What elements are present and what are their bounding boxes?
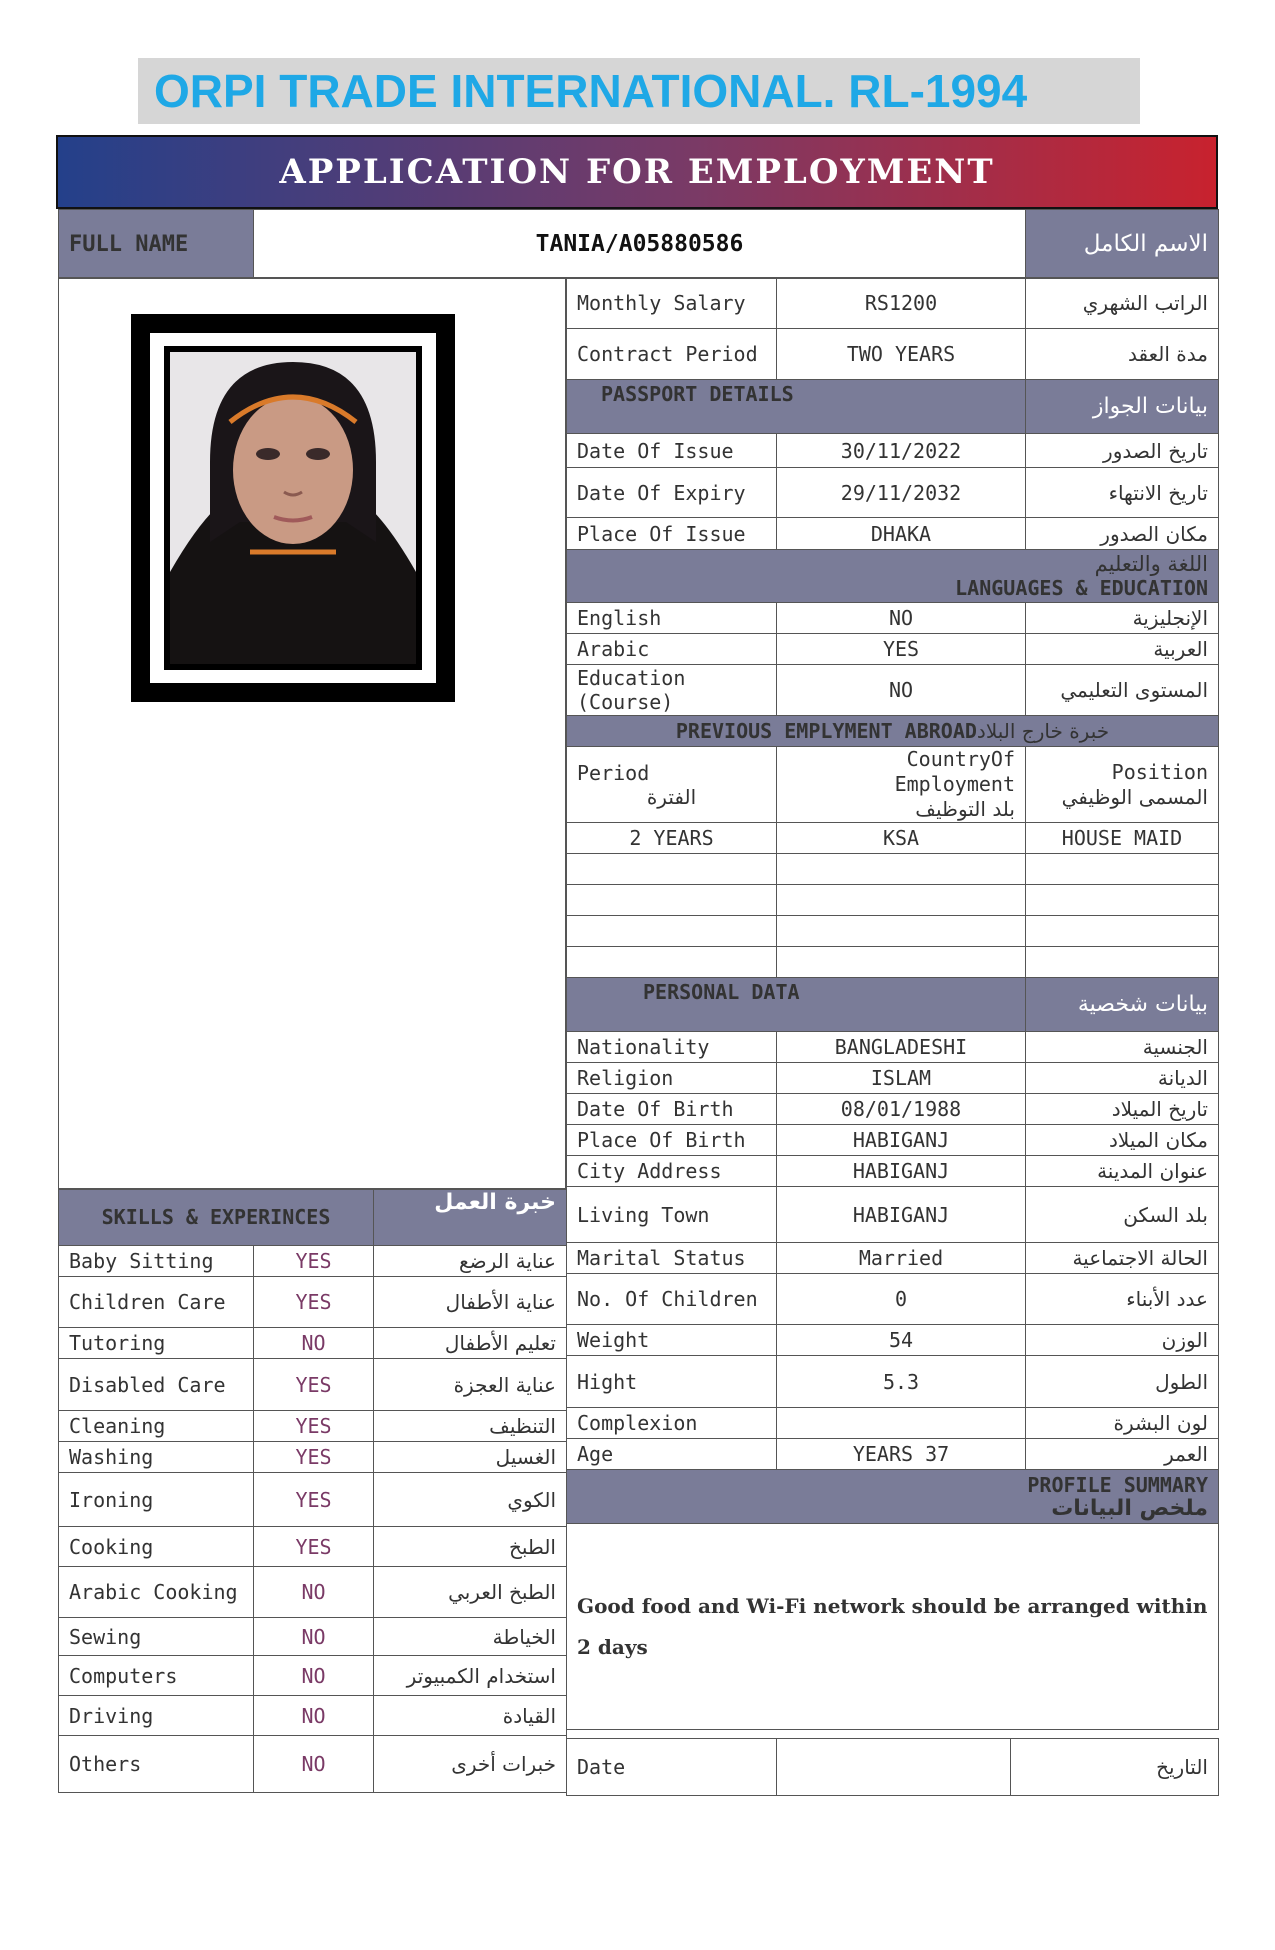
period-column-header [567, 747, 777, 823]
employment-row-empty [567, 947, 1219, 978]
date-of-expiry-label: Date Of Expiry [567, 468, 777, 518]
place-of-birth-label: Place Of Birth [567, 1125, 777, 1156]
date-of-birth-label-ar: تاريخ الميلاد [1026, 1094, 1219, 1125]
place-of-issue-label: Place Of Issue [567, 518, 777, 550]
skill-value: YES [254, 1359, 374, 1411]
marital-status-label-ar: الحالة الاجتماعية [1026, 1243, 1219, 1274]
skills-header-ar: خبرة العمل [374, 1190, 567, 1246]
form-title: APPLICATION FOR EMPLOYMENT [56, 135, 1218, 209]
date-of-issue-value: 30/11/2022 [777, 434, 1026, 468]
living-town-value: HABIGANJ [777, 1187, 1026, 1243]
no-of-children-label-ar: عدد الأبناء [1026, 1274, 1219, 1325]
profile-summary-text: Good food and Wi-Fi network should be arranged within 2 days [567, 1524, 1219, 1730]
previous-employment-header-ar: خبرة خارج البلاد [976, 719, 1110, 743]
country-label-ar: بلد التوظيف [915, 797, 1015, 821]
weight-value: 54 [777, 1325, 1026, 1356]
personal-data-header-ar: بيانات شخصية [1026, 978, 1219, 1032]
age-label: Age [567, 1439, 777, 1470]
complexion-value [777, 1408, 1026, 1439]
profile-summary-header-ar: ملخص البيانات [1051, 1495, 1208, 1521]
skill-row [59, 1527, 567, 1567]
skill-label-ar: تعليم الأطفال [374, 1328, 567, 1359]
employment-row-empty [567, 885, 1219, 916]
marital-status-value: Married [777, 1243, 1026, 1274]
skill-value: YES [254, 1442, 374, 1473]
employment-row-empty [567, 854, 1219, 885]
skills-header: SKILLS & EXPERINCES [59, 1190, 374, 1246]
employment-position: HOUSE MAID [1026, 823, 1219, 854]
city-address-label-ar: عنوان المدينة [1026, 1156, 1219, 1187]
date-of-birth-label: Date Of Birth [567, 1094, 777, 1125]
skill-label: Washing [59, 1442, 254, 1473]
marital-status-label: Marital Status [567, 1243, 777, 1274]
applicant-photo [170, 352, 416, 664]
date-value [777, 1739, 1011, 1796]
skill-label: Disabled Care [59, 1359, 254, 1411]
skill-label: Driving [59, 1696, 254, 1736]
skill-label-ar: الغسيل [374, 1442, 567, 1473]
city-address-value: HABIGANJ [777, 1156, 1026, 1187]
skill-label-ar: الكوي [374, 1473, 567, 1527]
skill-value: YES [254, 1527, 374, 1567]
height-value: 5.3 [777, 1356, 1026, 1408]
contract-period-label: Contract Period [567, 329, 777, 380]
arabic-value: YES [777, 634, 1026, 665]
skill-value: NO [254, 1618, 374, 1656]
country-column-header [777, 747, 1026, 823]
date-of-birth-value: 08/01/1988 [777, 1094, 1026, 1125]
date-of-issue-label-ar: تاريخ الصدور [1026, 434, 1219, 468]
skill-value: YES [254, 1411, 374, 1442]
employment-row-empty [567, 916, 1219, 947]
date-of-issue-label: Date Of Issue [567, 434, 777, 468]
education-label-ar: المستوى التعليمي [1026, 665, 1219, 716]
skill-label-ar: الطبخ [374, 1527, 567, 1567]
height-label-ar: الطول [1026, 1356, 1219, 1408]
age-value: YEARS 37 [777, 1439, 1026, 1470]
skill-value: NO [254, 1656, 374, 1696]
contract-period-label-ar: مدة العقد [1026, 329, 1219, 380]
skill-label: Cooking [59, 1527, 254, 1567]
skill-value: NO [254, 1736, 374, 1793]
place-of-birth-label-ar: مكان الميلاد [1026, 1125, 1219, 1156]
nationality-label: Nationality [567, 1032, 777, 1063]
place-of-issue-label-ar: مكان الصدور [1026, 518, 1219, 550]
monthly-salary-label: Monthly Salary [567, 278, 777, 329]
languages-header-ar: اللغة والتعليم [1094, 552, 1208, 576]
skill-row [59, 1359, 567, 1411]
skill-label: Baby Sitting [59, 1246, 254, 1277]
no-of-children-label: No. Of Children [567, 1274, 777, 1325]
skill-label-ar: عناية الأطفال [374, 1277, 567, 1328]
passport-header: PASSPORT DETAILS [567, 380, 1026, 434]
skill-label-ar: عناية العجزة [374, 1359, 567, 1411]
skill-value: YES [254, 1246, 374, 1277]
passport-header-ar: بيانات الجواز [1026, 380, 1219, 434]
skill-label: Sewing [59, 1618, 254, 1656]
profile-summary-header-en: PROFILE SUMMARY [1027, 1472, 1208, 1497]
skill-row [59, 1442, 567, 1473]
no-of-children-value: 0 [777, 1274, 1026, 1325]
weight-label-ar: الوزن [1026, 1325, 1219, 1356]
position-label-ar: المسمى الوظيفي [1061, 784, 1208, 809]
date-of-expiry-value: 29/11/2032 [777, 468, 1026, 518]
agency-title: ORPI TRADE INTERNATIONAL. RL-1994 [138, 58, 1140, 124]
complexion-label: Complexion [567, 1408, 777, 1439]
skill-value: YES [254, 1277, 374, 1328]
complexion-label-ar: لون البشرة [1026, 1408, 1219, 1439]
employment-period: 2 YEARS [567, 823, 777, 854]
employment-row [567, 823, 1219, 854]
english-label: English [567, 603, 777, 634]
skill-label: Arabic Cooking [59, 1567, 254, 1618]
full-name-label-ar: الاسم الكامل [1026, 210, 1219, 279]
skill-label: Cleaning [59, 1411, 254, 1442]
skill-label: Ironing [59, 1473, 254, 1527]
place-of-issue-value: DHAKA [777, 518, 1026, 550]
full-name-label: FULL NAME [59, 210, 254, 279]
living-town-label-ar: بلد السكن [1026, 1187, 1219, 1243]
weight-label: Weight [567, 1325, 777, 1356]
arabic-label-ar: العربية [1026, 634, 1219, 665]
religion-label-ar: الديانة [1026, 1063, 1219, 1094]
personal-data-header: PERSONAL DATA [567, 978, 1026, 1032]
living-town-label: Living Town [567, 1187, 777, 1243]
height-label: Hight [567, 1356, 777, 1408]
previous-employment-header-en: PREVIOUS EMPLYMENT ABROAD [675, 719, 977, 743]
skill-row [59, 1411, 567, 1442]
date-row [566, 1738, 1219, 1796]
religion-value: ISLAM [777, 1063, 1026, 1094]
skills-table [58, 1189, 567, 1793]
city-address-label: City Address [567, 1156, 777, 1187]
monthly-salary-value: RS1200 [777, 278, 1026, 329]
skill-value: YES [254, 1473, 374, 1527]
skill-row [59, 1246, 567, 1277]
english-label-ar: الإنجليزية [1026, 603, 1219, 634]
skill-row [59, 1618, 567, 1656]
skill-row [59, 1736, 567, 1793]
skill-value: NO [254, 1328, 374, 1359]
skill-label-ar: عناية الرضع [374, 1246, 567, 1277]
skill-row [59, 1473, 567, 1527]
nationality-value: BANGLADESHI [777, 1032, 1026, 1063]
education-value: NO [777, 665, 1026, 716]
period-label: Period [577, 760, 650, 785]
skill-label-ar: الطبخ العربي [374, 1567, 567, 1618]
skill-label-ar: القيادة [374, 1696, 567, 1736]
skill-value: NO [254, 1696, 374, 1736]
date-of-expiry-label-ar: تاريخ الانتهاء [1026, 468, 1219, 518]
skill-value: NO [254, 1567, 374, 1618]
skill-label-ar: التنظيف [374, 1411, 567, 1442]
contract-period-value: TWO YEARS [777, 329, 1026, 380]
languages-header [567, 550, 1219, 603]
skill-label-ar: الخياطة [374, 1618, 567, 1656]
skill-row [59, 1656, 567, 1696]
full-name-row [58, 209, 1219, 279]
age-label-ar: العمر [1026, 1439, 1219, 1470]
languages-header-en: LANGUAGES & EDUCATION [955, 576, 1208, 600]
date-label: Date [567, 1739, 777, 1796]
skill-row [59, 1567, 567, 1618]
skill-row [59, 1277, 567, 1328]
position-label: Position [1111, 759, 1208, 784]
education-label: Education (Course) [567, 665, 777, 716]
profile-summary-header [567, 1470, 1219, 1524]
info-table [566, 277, 1219, 1730]
period-label-ar: الفترة [646, 784, 697, 809]
position-column-header [1026, 747, 1219, 823]
skill-label-ar: استخدام الكمبيوتر [374, 1656, 567, 1696]
full-name-value: TANIA/A05880586 [254, 210, 1026, 279]
date-label-ar: التاريخ [1011, 1739, 1219, 1796]
skill-label-ar: خبرات أخرى [374, 1736, 567, 1793]
skill-label: Tutoring [59, 1328, 254, 1359]
skill-row [59, 1328, 567, 1359]
country-label: CountryOf Employment [894, 747, 1015, 796]
nationality-label-ar: الجنسية [1026, 1032, 1219, 1063]
arabic-label: Arabic [567, 634, 777, 665]
english-value: NO [777, 603, 1026, 634]
skill-label: Others [59, 1736, 254, 1793]
skill-label: Children Care [59, 1277, 254, 1328]
previous-employment-header [567, 716, 1219, 747]
employment-country: KSA [777, 823, 1026, 854]
monthly-salary-label-ar: الراتب الشهري [1026, 278, 1219, 329]
place-of-birth-value: HABIGANJ [777, 1125, 1026, 1156]
skill-row [59, 1696, 567, 1736]
skill-label: Computers [59, 1656, 254, 1696]
religion-label: Religion [567, 1063, 777, 1094]
